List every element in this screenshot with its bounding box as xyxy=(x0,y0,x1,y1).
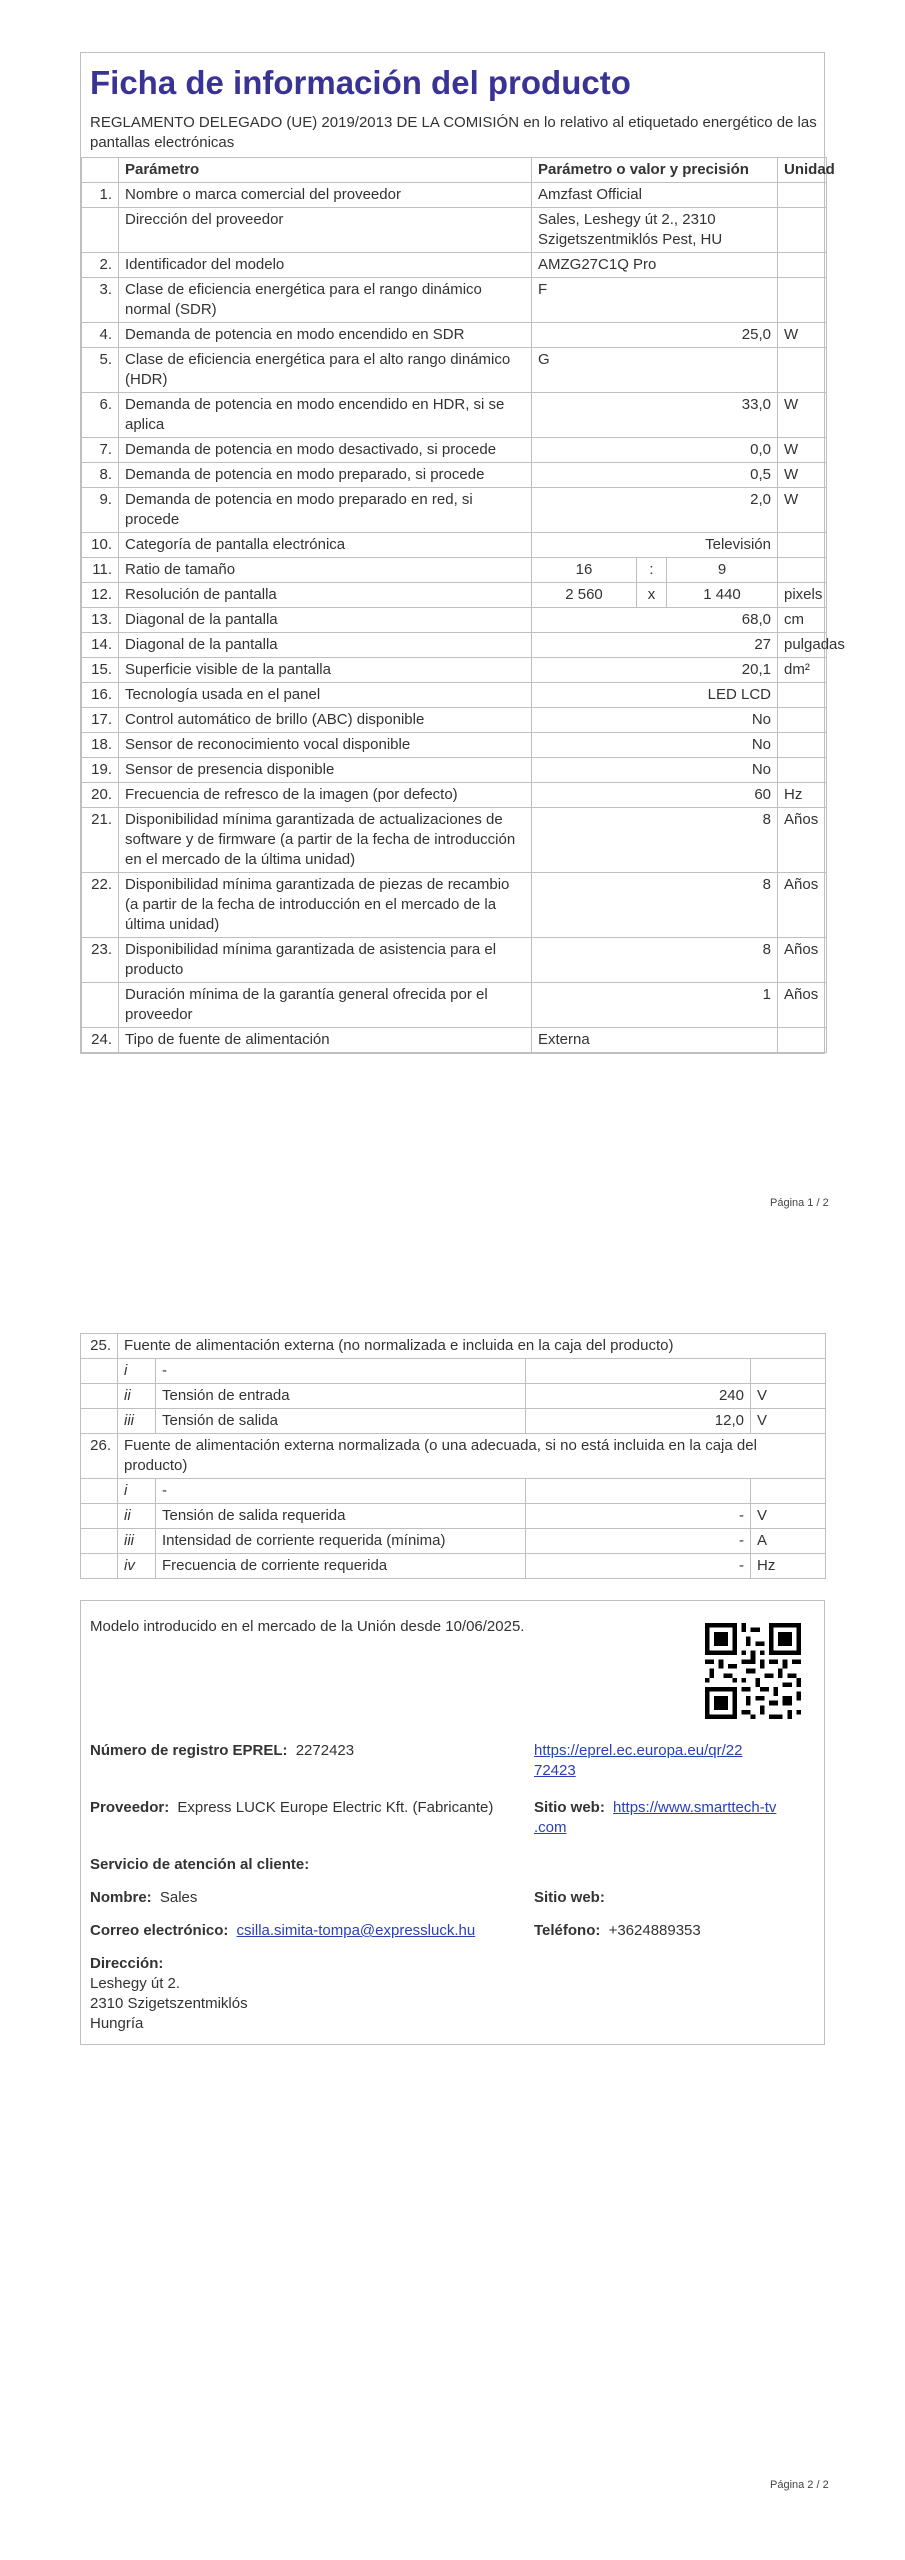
row-number: 22. xyxy=(82,873,119,938)
row-parameter: Tensión de salida requerida xyxy=(156,1504,526,1529)
sub-index: iii xyxy=(118,1409,156,1434)
row-parameter: Demanda de potencia en modo encendido en HDR, si se aplica xyxy=(119,393,532,438)
row-number: 21. xyxy=(82,808,119,873)
row-unit: W xyxy=(778,488,827,533)
row-value: - xyxy=(526,1529,751,1554)
row-value: G xyxy=(532,348,778,393)
row-number: 12. xyxy=(82,583,119,608)
row-value-a: 2 560 xyxy=(532,583,637,608)
row-parameter: Sensor de reconocimiento vocal disponible xyxy=(119,733,532,758)
row-parameter: Disponibilidad mínima garantizada de asistencia para el producto xyxy=(119,938,532,983)
supplier-label: Proveedor: xyxy=(90,1799,170,1816)
row-parameter: Identificador del modelo xyxy=(119,253,532,278)
table-row xyxy=(82,1028,827,1053)
table-row xyxy=(82,873,827,938)
row-parameter: Intensidad de corriente requerida (mínima) xyxy=(156,1529,526,1554)
website-link[interactable]: https://www.smarttech-tv .com xyxy=(534,1799,777,1836)
row-value-sep: : xyxy=(637,558,667,583)
row-number: 1. xyxy=(82,183,119,208)
row-unit: Años xyxy=(778,808,827,873)
row-number: 15. xyxy=(82,658,119,683)
row-value-sep: x xyxy=(637,583,667,608)
table-row xyxy=(82,393,827,438)
row-parameter: Disponibilidad mínima garantizada de piezas de recambio (a partir de la fecha de introducción en el mercado de la última unidad) xyxy=(119,873,532,938)
row-unit: pulgadas xyxy=(778,633,827,658)
row-unit: Años xyxy=(778,983,827,1028)
contact-name-label: Nombre: xyxy=(90,1889,152,1906)
row-number: 4. xyxy=(82,323,119,348)
row-value: 20,1 xyxy=(532,658,778,683)
row-unit: Hz xyxy=(778,783,827,808)
row-value: LED LCD xyxy=(532,683,778,708)
row-value: Sales, Leshegy út 2., 2310 Szigetszentmiklós Pest, HU xyxy=(532,208,778,253)
row-parameter: Sensor de presencia disponible xyxy=(119,758,532,783)
row-number: 23. xyxy=(82,938,119,983)
row-value: Externa xyxy=(532,1028,778,1053)
row-parameter: - xyxy=(156,1359,526,1384)
row-number xyxy=(82,983,119,1028)
sub-index: ii xyxy=(118,1504,156,1529)
row-unit xyxy=(778,253,827,278)
address-label: Dirección: xyxy=(90,1955,164,1972)
eprel-number: 2272423 xyxy=(295,1742,355,1759)
row-unit xyxy=(778,278,827,323)
row-parameter: Fuente de alimentación externa (no normalizada e incluida en la caja del producto) xyxy=(118,1334,826,1359)
row-number: 24. xyxy=(82,1028,119,1053)
row-parameter: Demanda de potencia en modo encendido en SDR xyxy=(119,323,532,348)
row-value: 0,0 xyxy=(532,438,778,463)
row-value-b: 9 xyxy=(667,558,778,583)
row-parameter: - xyxy=(156,1479,526,1504)
page-title: Ficha de información del producto xyxy=(90,64,631,101)
email-link[interactable]: csilla.simita-tompa@expressluck.hu xyxy=(236,1922,476,1939)
page-number: Página 1 / 2 xyxy=(770,1197,829,1209)
row-unit: pixels xyxy=(778,583,827,608)
row-unit xyxy=(778,733,827,758)
table-row xyxy=(82,558,827,583)
row-unit xyxy=(778,758,827,783)
row-parameter: Clase de eficiencia energética para el rango dinámico normal (SDR) xyxy=(119,278,532,323)
row-value xyxy=(526,1479,751,1504)
contact-name: Sales xyxy=(159,1889,198,1906)
row-value: No xyxy=(532,708,778,733)
row-parameter: Clase de eficiencia energética para el alto rango dinámico (HDR) xyxy=(119,348,532,393)
row-value: Amzfast Official xyxy=(532,183,778,208)
row-value: - xyxy=(526,1554,751,1579)
table-header-row xyxy=(82,158,827,183)
supplier-name: Express LUCK Europe Electric Kft. (Fabricante) xyxy=(177,1799,494,1816)
row-unit: Hz xyxy=(751,1554,826,1579)
table-row xyxy=(82,208,827,253)
row-parameter: Nombre o marca comercial del proveedor xyxy=(119,183,532,208)
row-number: 26. xyxy=(81,1434,118,1479)
table-row xyxy=(81,1479,826,1504)
row-value: 0,5 xyxy=(532,463,778,488)
row-value: F xyxy=(532,278,778,323)
power-supply-section xyxy=(80,1333,825,1579)
table-row xyxy=(82,683,827,708)
row-value: No xyxy=(532,733,778,758)
row-number: 7. xyxy=(82,438,119,463)
row-parameter: Fuente de alimentación externa normalizada (o una adecuada, si no está incluida en la caja del producto) xyxy=(118,1434,826,1479)
table-row xyxy=(82,583,827,608)
sub-index: i xyxy=(118,1359,156,1384)
table-row xyxy=(82,708,827,733)
row-unit xyxy=(778,683,827,708)
row-unit xyxy=(778,708,827,733)
row-number: 2. xyxy=(82,253,119,278)
row-value: 33,0 xyxy=(532,393,778,438)
table-row xyxy=(82,488,827,533)
table-row xyxy=(81,1504,826,1529)
row-number: 11. xyxy=(82,558,119,583)
table-row xyxy=(82,608,827,633)
row-unit: cm xyxy=(778,608,827,633)
row-number: 8. xyxy=(82,463,119,488)
service-website-label: Sitio web: xyxy=(534,1889,605,1906)
email-label: Correo electrónico: xyxy=(90,1922,229,1939)
row-number: 9. xyxy=(82,488,119,533)
table-row xyxy=(82,438,827,463)
sub-index: i xyxy=(118,1479,156,1504)
table-row xyxy=(81,1554,826,1579)
table-row xyxy=(81,1359,826,1384)
website-label: Sitio web: xyxy=(534,1799,605,1816)
row-unit xyxy=(751,1359,826,1384)
table-row xyxy=(81,1434,826,1479)
eprel-link[interactable]: https://eprel.ec.europa.eu/qr/22 72423 xyxy=(534,1742,743,1779)
table-row xyxy=(82,983,827,1028)
header-value: Parámetro o valor y precisión xyxy=(532,158,778,183)
row-number: 19. xyxy=(82,758,119,783)
regulation-subtitle: REGLAMENTO DELEGADO (UE) 2019/2013 DE LA COMISIÓN en lo relativo al etiquetado energético de las pantallas electrónicas xyxy=(90,114,817,151)
product-information-sheet xyxy=(80,52,845,1054)
row-value: 8 xyxy=(532,873,778,938)
table-row xyxy=(82,463,827,488)
row-unit: W xyxy=(778,463,827,488)
row-number: 18. xyxy=(82,733,119,758)
row-parameter: Dirección del proveedor xyxy=(119,208,532,253)
table-row xyxy=(82,323,827,348)
row-parameter: Diagonal de la pantalla xyxy=(119,608,532,633)
table-row xyxy=(82,783,827,808)
row-number: 20. xyxy=(82,783,119,808)
row-parameter: Demanda de potencia en modo preparado, si procede xyxy=(119,463,532,488)
row-number: 3. xyxy=(82,278,119,323)
table-row xyxy=(82,938,827,983)
address-line: Leshegy út 2. xyxy=(90,1975,181,1992)
row-value: AMZG27C1Q Pro xyxy=(532,253,778,278)
sub-index: iv xyxy=(118,1554,156,1579)
table-row xyxy=(82,758,827,783)
row-value: 240 xyxy=(526,1384,751,1409)
sub-index: iii xyxy=(118,1529,156,1554)
row-number: 14. xyxy=(82,633,119,658)
market-intro-text: Modelo introducido en el mercado de la Unión desde 10/06/2025. xyxy=(90,1618,525,1635)
row-parameter: Superficie visible de la pantalla xyxy=(119,658,532,683)
address-line: Hungría xyxy=(90,2015,144,2032)
table-row xyxy=(81,1529,826,1554)
row-number: 5. xyxy=(82,348,119,393)
address-line: 2310 Szigetszentmiklós xyxy=(90,1995,248,2012)
customer-service-heading: Servicio de atención al cliente: xyxy=(90,1856,310,1873)
row-parameter: Control automático de brillo (ABC) disponible xyxy=(119,708,532,733)
row-unit: W xyxy=(778,438,827,463)
row-unit xyxy=(751,1479,826,1504)
row-parameter: Tensión de entrada xyxy=(156,1384,526,1409)
row-unit xyxy=(778,1028,827,1053)
eprel-label: Número de registro EPREL: xyxy=(90,1742,288,1759)
row-number: 10. xyxy=(82,533,119,558)
row-unit: Años xyxy=(778,873,827,938)
row-unit xyxy=(778,208,827,253)
power-supply-table xyxy=(80,1333,826,1579)
row-value-a: 16 xyxy=(532,558,637,583)
row-parameter: Tecnología usada en el panel xyxy=(119,683,532,708)
row-number: 16. xyxy=(82,683,119,708)
table-row xyxy=(82,278,827,323)
row-unit: dm² xyxy=(778,658,827,683)
table-row xyxy=(82,808,827,873)
row-value xyxy=(526,1359,751,1384)
row-value: 2,0 xyxy=(532,488,778,533)
row-value: 1 xyxy=(532,983,778,1028)
phone-number: +3624889353 xyxy=(608,1922,701,1939)
row-number xyxy=(82,208,119,253)
row-parameter: Categoría de pantalla electrónica xyxy=(119,533,532,558)
row-value: 60 xyxy=(532,783,778,808)
row-value: Televisión xyxy=(532,533,778,558)
row-value-b: 1 440 xyxy=(667,583,778,608)
table-row xyxy=(81,1384,826,1409)
row-unit xyxy=(778,558,827,583)
table-row xyxy=(81,1409,826,1434)
table-row xyxy=(82,633,827,658)
table-row xyxy=(82,348,827,393)
table-row xyxy=(82,533,827,558)
table-row xyxy=(81,1334,826,1359)
row-value: 8 xyxy=(532,938,778,983)
row-parameter: Duración mínima de la garantía general ofrecida por el proveedor xyxy=(119,983,532,1028)
row-parameter: Disponibilidad mínima garantizada de actualizaciones de software y de firmware (a partir de la fecha de introducción en el mercado de la última unidad) xyxy=(119,808,532,873)
table-row xyxy=(82,253,827,278)
row-number: 17. xyxy=(82,708,119,733)
row-unit xyxy=(778,183,827,208)
phone-label: Teléfono: xyxy=(534,1922,601,1939)
sub-index: ii xyxy=(118,1384,156,1409)
table-row xyxy=(82,658,827,683)
row-unit: V xyxy=(751,1384,826,1409)
row-parameter: Frecuencia de corriente requerida xyxy=(156,1554,526,1579)
row-unit xyxy=(778,348,827,393)
row-unit: Años xyxy=(778,938,827,983)
row-unit: W xyxy=(778,393,827,438)
row-parameter: Frecuencia de refresco de la imagen (por defecto) xyxy=(119,783,532,808)
parameters-table xyxy=(81,157,845,1053)
header-unit: Unidad xyxy=(778,158,827,183)
row-value: 27 xyxy=(532,633,778,658)
row-value: 25,0 xyxy=(532,323,778,348)
row-parameter: Demanda de potencia en modo preparado en red, si procede xyxy=(119,488,532,533)
supplier-info-box xyxy=(80,1600,825,2045)
row-number: 25. xyxy=(81,1334,118,1359)
header-number xyxy=(82,158,119,183)
row-number: 6. xyxy=(82,393,119,438)
row-parameter: Tensión de salida xyxy=(156,1409,526,1434)
row-parameter: Resolución de pantalla xyxy=(119,583,532,608)
row-value: 8 xyxy=(532,808,778,873)
row-unit xyxy=(778,533,827,558)
qr-code-icon[interactable] xyxy=(705,1623,801,1719)
row-unit: W xyxy=(778,323,827,348)
row-parameter: Ratio de tamaño xyxy=(119,558,532,583)
row-value: 12,0 xyxy=(526,1409,751,1434)
row-parameter: Demanda de potencia en modo desactivado, si procede xyxy=(119,438,532,463)
table-row xyxy=(82,733,827,758)
row-unit: V xyxy=(751,1409,826,1434)
row-parameter: Tipo de fuente de alimentación xyxy=(119,1028,532,1053)
row-value: No xyxy=(532,758,778,783)
header-parameter: Parámetro xyxy=(119,158,532,183)
row-unit: A xyxy=(751,1529,826,1554)
row-parameter: Diagonal de la pantalla xyxy=(119,633,532,658)
table-row xyxy=(82,183,827,208)
row-value: - xyxy=(526,1504,751,1529)
row-unit: V xyxy=(751,1504,826,1529)
page-number: Página 2 / 2 xyxy=(770,2479,829,2491)
row-value: 68,0 xyxy=(532,608,778,633)
row-number: 13. xyxy=(82,608,119,633)
